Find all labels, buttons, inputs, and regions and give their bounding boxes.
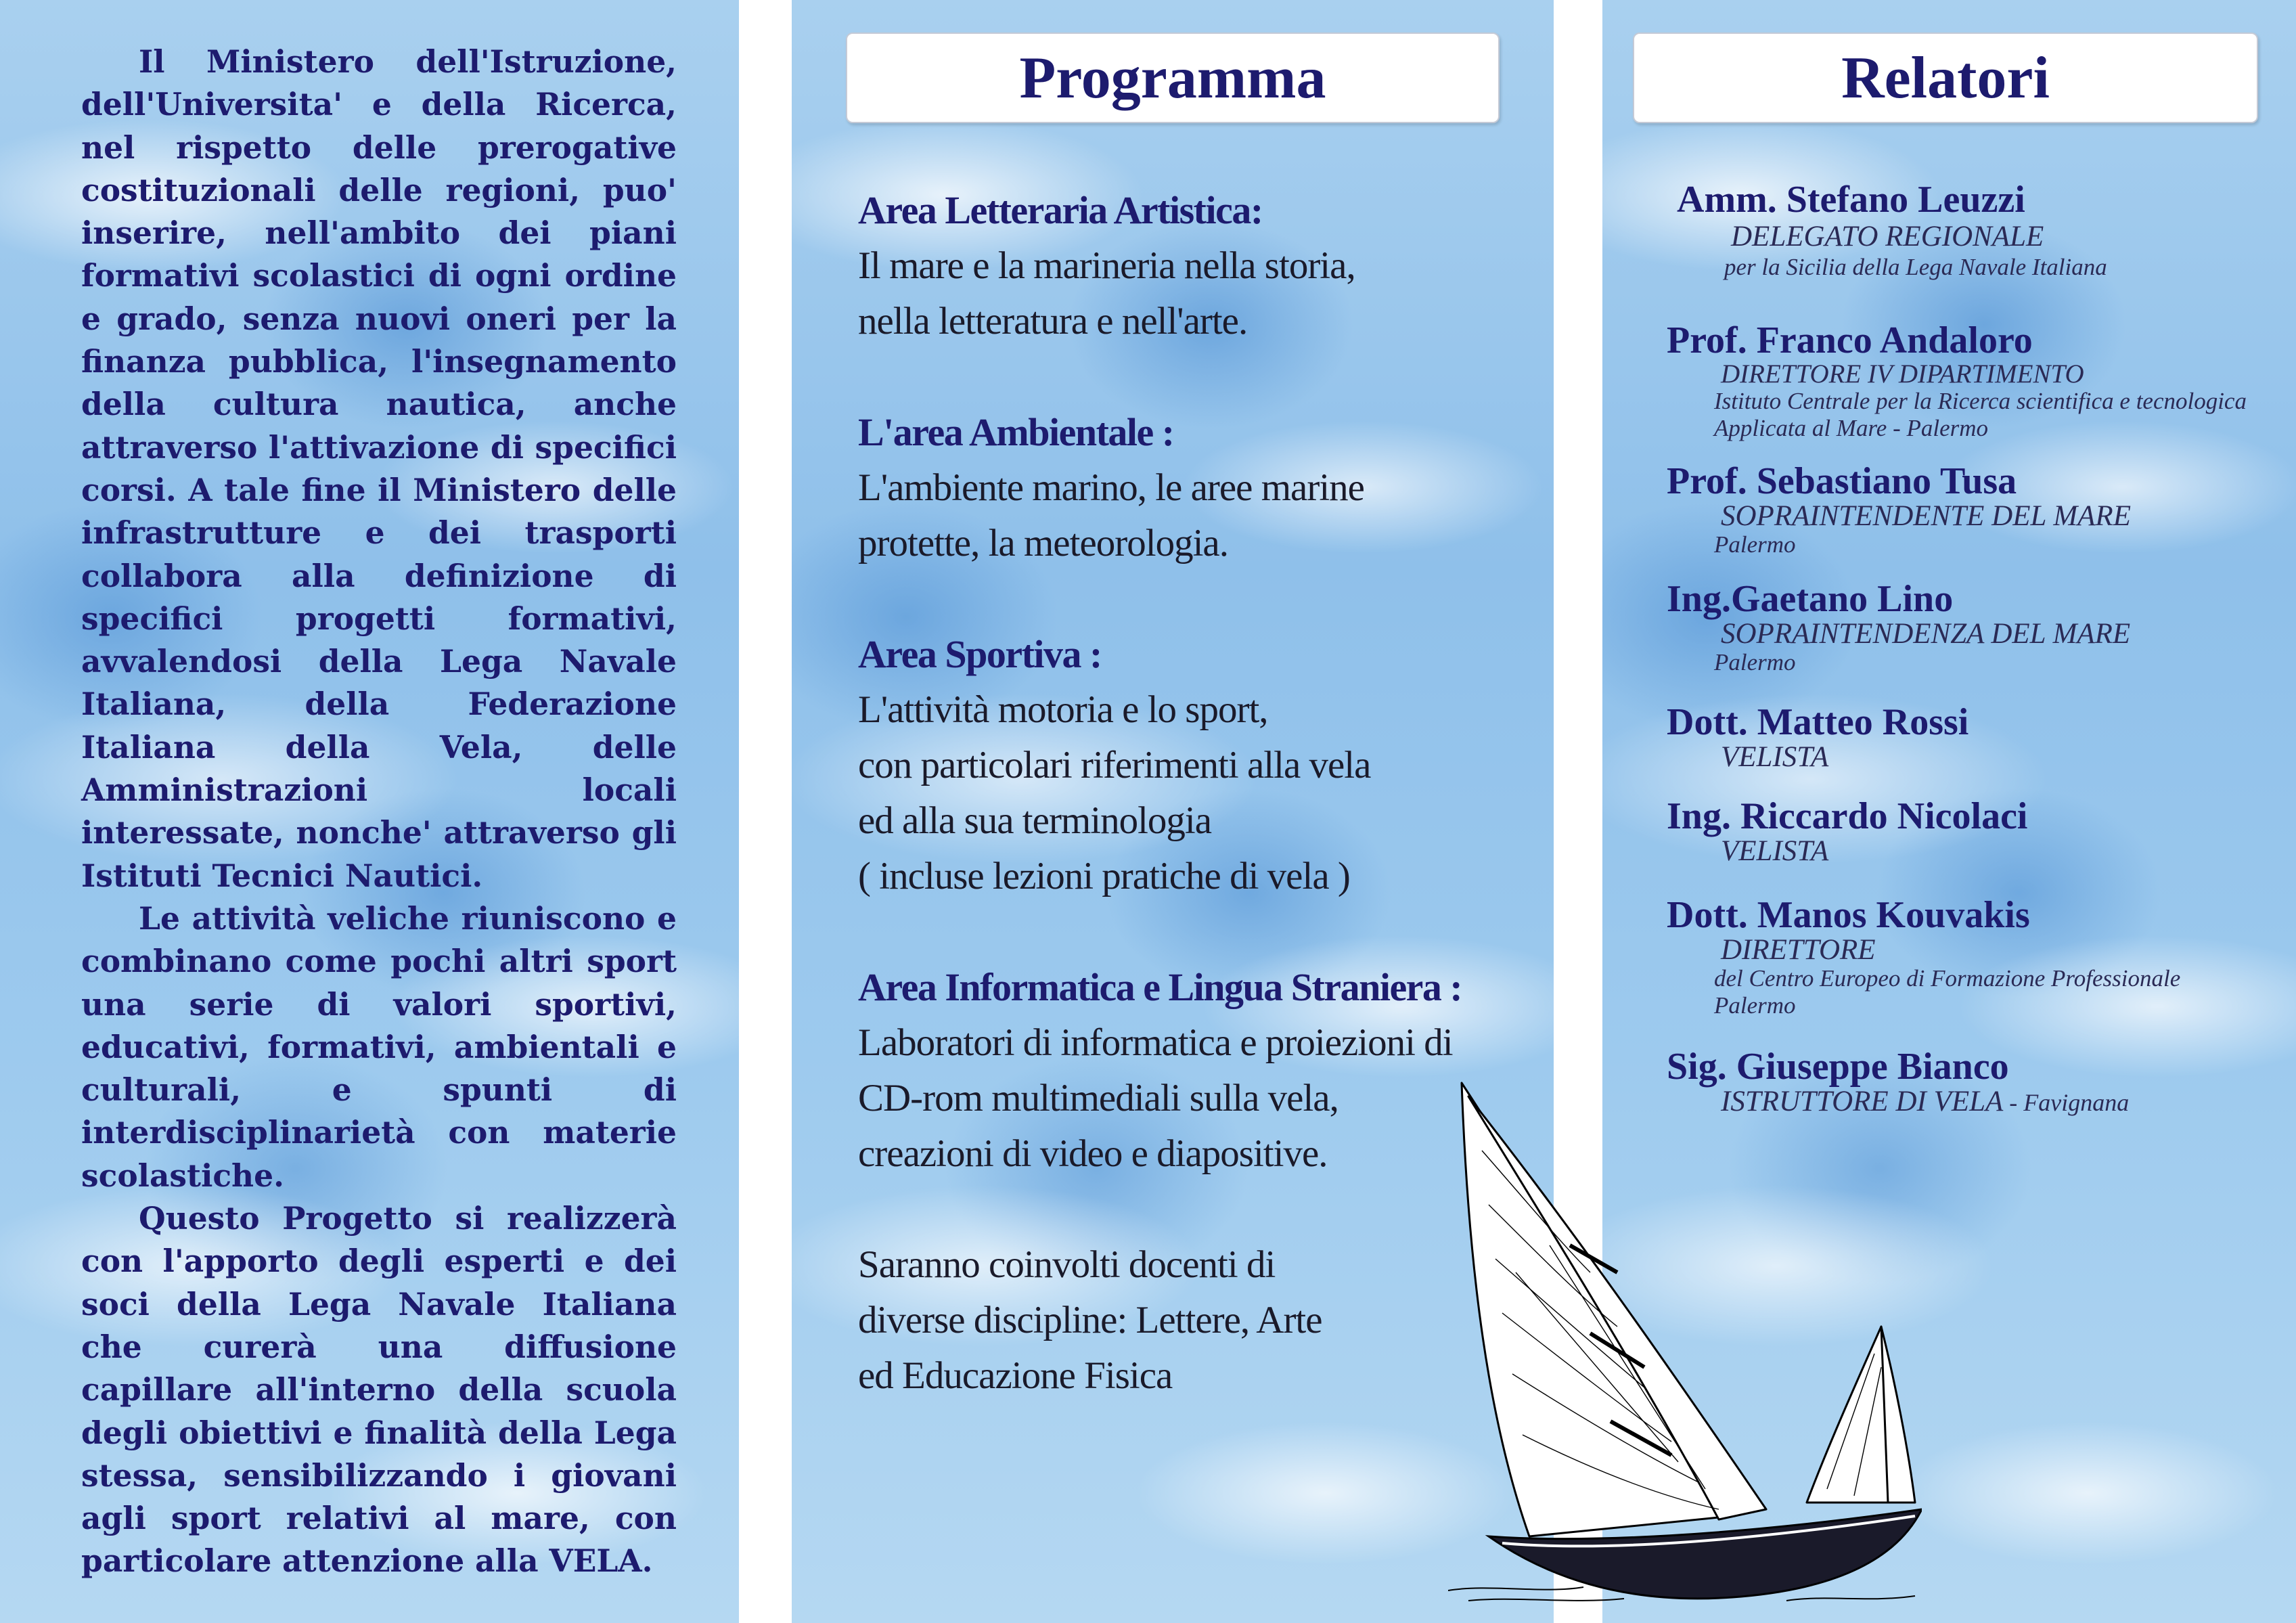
speaker-tusa	[1667, 461, 2289, 558]
speaker-detail: Palermo	[1714, 649, 1796, 675]
speaker-role: DELEGATO REGIONALE	[1731, 221, 2044, 252]
sailboat-icon	[1448, 1069, 1922, 1604]
section-line: ed alla sua terminologia	[858, 799, 1212, 842]
relatori-title-box	[1633, 32, 2258, 123]
programma-title-box	[846, 32, 1500, 123]
program-section-informatica	[858, 960, 1541, 1182]
intro-text	[81, 41, 677, 1583]
speaker-role: DIRETTORE IV DIPARTIMENTO	[1721, 359, 2084, 388]
speaker-name: Dott. Manos Kouvakis	[1667, 894, 2030, 936]
speaker-name: Ing. Riccardo Nicolaci	[1667, 795, 2028, 837]
section-heading: L'area Ambientale :	[858, 410, 1174, 454]
intro-paragraph-2: Le attività veliche riuniscono e combinano come pochi altri sport una serie di valori sportivi, educativi, formativi, ambientali e culturali, e spunti di interdisciplinarietà con materie scolastiche.	[81, 899, 677, 1194]
speaker-leuzzi	[1677, 179, 2289, 281]
speaker-role: SOPRAINTENDENTE DEL MARE	[1721, 500, 2131, 532]
program-section-letteraria	[858, 183, 1541, 349]
closing-line: diverse discipline: Lettere, Arte	[858, 1299, 1322, 1341]
programma-title: Programma	[1019, 45, 1326, 111]
speaker-kouvakis	[1667, 895, 2289, 1019]
section-line: nella letteratura e nell'arte.	[858, 300, 1248, 342]
speaker-detail: Istituto Centrale per la Ricerca scientifica e tecnologica	[1714, 388, 2247, 414]
program-closing	[858, 1237, 1541, 1404]
intro-paragraph-1: Il Ministero dell'Istruzione, dell'Universita' e della Ricerca, nel rispetto delle prerogative costituzionali delle regioni, puo' inserire, nell'ambito dei piani formativi scolastici di ogni ordine e grado, senza nuovi oneri per la finanza pubblica, l'insegnamento della cultura nautica, anche attraverso l'attivazione di specifici corsi. A tale fine il Ministero delle infrastrutture e dei trasporti collabora alla definizione di specifici progetti formativi, avvalendosi della Lega Navale Italiana, della Federazione Italiana della Vela, delle Amministrazioni locali interessate, nonche' attraverso gli Istituti Tecnici Nautici.	[81, 43, 677, 894]
speaker-name: Prof. Sebastiano Tusa	[1667, 460, 2017, 502]
programma-panel	[792, 0, 1554, 1623]
section-line: L'attività motoria e lo sport,	[858, 688, 1268, 731]
section-line: protette, la meteorologia.	[858, 522, 1228, 564]
section-line: con particolari riferimenti alla vela	[858, 744, 1371, 786]
speaker-name: Prof. Franco Andaloro	[1667, 319, 2033, 361]
section-line: Il mare e la marineria nella storia,	[858, 244, 1355, 287]
speaker-detail: Palermo	[1714, 531, 1796, 558]
program-section-sportiva	[858, 627, 1541, 904]
speaker-role: VELISTA	[1721, 741, 1829, 773]
speaker-name: Amm. Stefano Leuzzi	[1677, 179, 2025, 221]
speaker-role: VELISTA	[1721, 835, 1829, 867]
section-heading: Area Informatica e Lingua Straniera :	[858, 965, 1462, 1009]
speaker-role-main: ISTRUTTORE DI VELA	[1721, 1086, 2004, 1117]
closing-line: Saranno coinvolti docenti di	[858, 1243, 1276, 1286]
section-line: creazioni di video e diapositive.	[858, 1132, 1328, 1175]
speaker-name: Dott. Matteo Rossi	[1667, 701, 1969, 743]
relatori-title: Relatori	[1841, 45, 2050, 111]
program-section-ambientale	[858, 405, 1541, 571]
speaker-lino	[1667, 579, 2289, 676]
speaker-name: Sig. Giuseppe Bianco	[1667, 1046, 2009, 1088]
speaker-detail: del Centro Europeo di Formazione Professionale	[1714, 965, 2181, 992]
section-line: CD-rom multimediali sulla vela,	[858, 1077, 1338, 1119]
speaker-role-extra: - Favignana	[2003, 1089, 2130, 1116]
section-line: ( incluse lezioni pratiche di vela )	[858, 855, 1350, 897]
left-panel	[0, 0, 739, 1623]
section-heading: Area Letteraria Artistica:	[858, 188, 1263, 232]
speaker-name: Ing.Gaetano Lino	[1667, 578, 1954, 620]
speaker-rossi	[1667, 702, 2289, 772]
speaker-role: DIRETTORE	[1721, 934, 1876, 966]
speaker-detail: per la Sicilia della Lega Navale Italiana	[1724, 254, 2107, 280]
speaker-detail: Palermo	[1714, 992, 1796, 1019]
closing-line: ed Educazione Fisica	[858, 1354, 1173, 1397]
speaker-detail: Applicata al Mare - Palermo	[1714, 415, 1989, 441]
section-heading: Area Sportiva :	[858, 632, 1102, 676]
speaker-nicolaci	[1667, 796, 2289, 866]
intro-paragraph-3: Questo Progetto si realizzerà con l'apporto degli esperti e dei soci della Lega Navale Italiana che curerà una diffusione capillare all'interno della scuola degli obiettivi e finalità della Lega stessa, sensibilizzando i giovani agli sport relativi al mare, con particolare attenzione alla VELA.	[81, 1200, 677, 1580]
speaker-andaloro	[1667, 320, 2289, 442]
programma-content	[858, 183, 1541, 1459]
section-line: L'ambiente marino, le aree marine	[858, 466, 1364, 509]
section-line: Laboratori di informatica e proiezioni di	[858, 1021, 1453, 1064]
speaker-role: SOPRAINTENDENZA DEL MARE	[1721, 618, 2131, 650]
speakers-list	[1667, 179, 2289, 1117]
